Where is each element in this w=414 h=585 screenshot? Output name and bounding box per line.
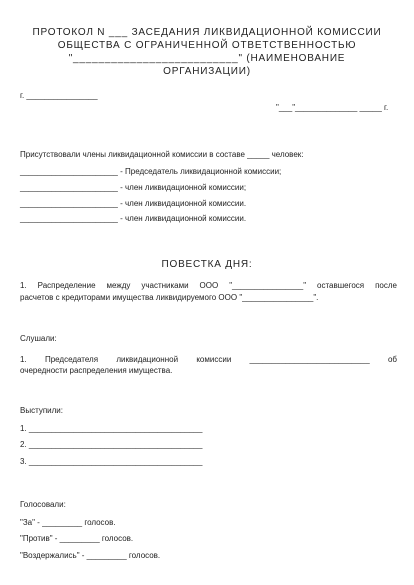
vote-against: "Против" - _________ голосов. (20, 534, 134, 543)
member-chairman: ______________________ - Председатель ликвидационной комиссии; (20, 167, 282, 176)
member-line: ______________________ - член ликвидационной комиссии. (20, 199, 247, 208)
header-line-1: ПРОТОКОЛ N ___ ЗАСЕДАНИЯ ЛИКВИДАЦИОННОЙ КОМИССИИ (32, 27, 382, 38)
speaker-line: 1. _______________________________________ (20, 424, 203, 433)
agenda-item-line-2: расчетов с кредиторами имущества ликвидируемого ООО "________________". (20, 293, 319, 302)
spoke-label: Выступили: (20, 406, 63, 415)
city-field: г. ________________ (20, 91, 98, 100)
vote-for: "За" - _________ голосов. (20, 518, 116, 527)
date-field: "___"______________ _____ г. (276, 103, 389, 112)
speaker-line: 2. _______________________________________ (20, 440, 203, 449)
heard-line-2: очередности распределения имущества. (20, 366, 173, 375)
heard-line-1: 1. Председателя ликвидационной комиссии ___________________________ об (20, 355, 397, 364)
header-line-4: ОРГАНИЗАЦИИ) (163, 66, 251, 77)
attendance-intro: Присутствовали члены ликвидационной комиссии в составе _____ человек: (20, 150, 304, 159)
member-line: ______________________ - член ликвидационной комиссии. (20, 214, 247, 223)
header-line-2: ОБЩЕСТВА С ОГРАНИЧЕННОЙ ОТВЕТСТВЕННОСТЬЮ (57, 40, 357, 51)
vote-abstained: "Воздержались" - _________ голосов. (20, 551, 161, 560)
voting-label: Голосовали: (20, 500, 66, 509)
agenda-item-line-1: 1. Распределение между участниками ООО "________________" оставшегося после (20, 281, 397, 290)
heard-label: Слушали: (20, 334, 57, 343)
agenda-heading: ПОВЕСТКА ДНЯ: (161, 259, 253, 270)
speaker-line: 3. _______________________________________ (20, 457, 203, 466)
member-line: ______________________ - член ликвидационной комиссии; (20, 183, 247, 192)
header-line-3: "__________________________" (НАИМЕНОВАНИЕ (68, 53, 346, 64)
